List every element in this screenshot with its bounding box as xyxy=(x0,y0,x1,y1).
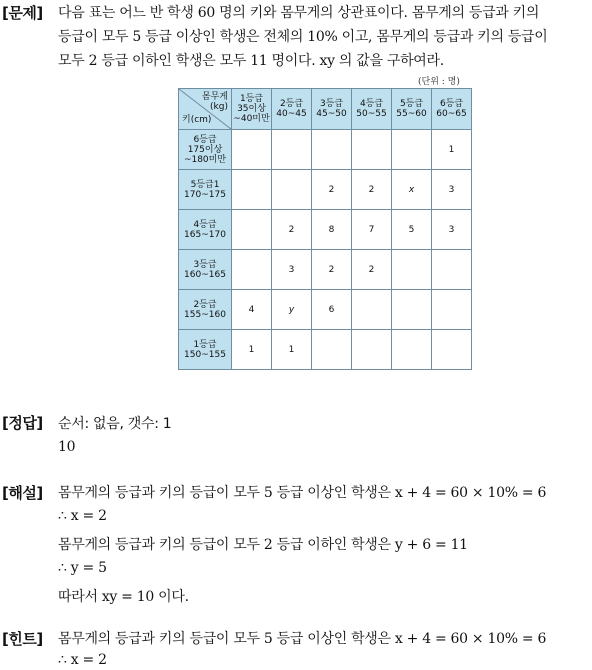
corner-height-label: 키(cm) xyxy=(182,115,212,125)
row-header: 5등급1 170~175 xyxy=(179,170,232,210)
table-cell: x xyxy=(392,170,432,210)
answer-line-1: 순서: 없음, 갯수: 1 xyxy=(58,416,172,432)
col-header: 4등급 50~55 xyxy=(352,89,392,130)
table-cell xyxy=(232,250,272,290)
col-header: 6등급 60~65 xyxy=(432,89,472,130)
unit-label: (단위 : 명) xyxy=(418,77,460,87)
row-header: 4등급 165~170 xyxy=(179,210,232,250)
table-row xyxy=(179,210,472,250)
answer-label: [정답] xyxy=(2,414,43,432)
row-header: 6등급 175이상 ~180미만 xyxy=(179,130,232,170)
table-cell: 2 xyxy=(312,250,352,290)
table-cell xyxy=(392,250,432,290)
table-cell: 2 xyxy=(352,170,392,210)
table-cell xyxy=(352,290,392,330)
table-row xyxy=(179,330,472,370)
table-cell: 4 xyxy=(232,290,272,330)
hint-line-2: ∴ x = 2 xyxy=(58,652,107,668)
col-header: 2등급 40~45 xyxy=(272,89,312,130)
solution-line-3: 몸무게의 등급과 키의 등급이 모두 2 등급 이하인 학생은 y + 6 = 11 xyxy=(58,537,468,553)
row-header: 2등급 155~160 xyxy=(179,290,232,330)
hint-line-1: 몸무게의 등급과 키의 등급이 모두 5 등급 이상인 학생은 x + 4 = 60 × 10% = 6 xyxy=(58,631,547,647)
corner-weight-label: 몸무게 (kg) xyxy=(201,92,228,112)
table-cell xyxy=(232,170,272,210)
problem-line-1: 다음 표는 어느 반 학생 60 명의 키와 몸무게의 상관표이다. 몸무게의 등급과 키의 xyxy=(58,5,540,21)
row-header: 3등급 160~165 xyxy=(179,250,232,290)
answer-line-2: 10 xyxy=(58,439,76,455)
col-header: 5등급 55~60 xyxy=(392,89,432,130)
col-header: 3등급 45~50 xyxy=(312,89,352,130)
table-cell xyxy=(352,330,392,370)
solution-line-1: 몸무게의 등급과 키의 등급이 모두 5 등급 이상인 학생은 x + 4 = 60 × 10% = 6 xyxy=(58,485,547,501)
table-cell: y xyxy=(272,290,312,330)
table-cell: 1 xyxy=(232,330,272,370)
solution-label: [해설] xyxy=(2,484,43,502)
solution-line-4: ∴ y = 5 xyxy=(58,560,107,576)
table-cell: 5 xyxy=(392,210,432,250)
table-cell: 2 xyxy=(272,210,312,250)
col-header: 1등급 35이상 ~40미만 xyxy=(232,89,272,130)
solution-line-5: 따라서 xy = 10 이다. xyxy=(58,589,189,605)
table-cell xyxy=(272,170,312,210)
table-cell xyxy=(392,130,432,170)
table-cell xyxy=(312,330,352,370)
table-cell: 3 xyxy=(432,210,472,250)
table-cell: 2 xyxy=(352,250,392,290)
table-cell: 3 xyxy=(432,170,472,210)
table-row xyxy=(179,130,472,170)
hint-label: [힌트] xyxy=(2,630,43,648)
solution-line-2: ∴ x = 2 xyxy=(58,508,107,524)
row-header: 1등급 150~155 xyxy=(179,330,232,370)
table-cell xyxy=(432,250,472,290)
table-cell: 2 xyxy=(312,170,352,210)
table-cell: 7 xyxy=(352,210,392,250)
table-row xyxy=(179,290,472,330)
table-cell xyxy=(232,130,272,170)
table-cell xyxy=(272,130,312,170)
table-cell xyxy=(432,290,472,330)
table-cell xyxy=(392,290,432,330)
table-row xyxy=(179,250,472,290)
table-row xyxy=(179,170,472,210)
problem-line-3: 모두 2 등급 이하인 학생은 모두 11 명이다. xy 의 값을 구하여라. xyxy=(58,53,444,69)
table-corner xyxy=(179,89,232,130)
table-cell xyxy=(232,210,272,250)
table-cell: 1 xyxy=(272,330,312,370)
table-cell: 6 xyxy=(312,290,352,330)
table-cell: 3 xyxy=(272,250,312,290)
table-cell xyxy=(392,330,432,370)
correlation-table xyxy=(178,88,472,370)
problem-label: [문제] xyxy=(2,4,43,22)
table-cell xyxy=(312,130,352,170)
problem-line-2: 등급이 모두 5 등급 이상인 학생은 전체의 10% 이고, 몸무게의 등급과 키의 등급이 xyxy=(58,29,548,45)
table-cell: 8 xyxy=(312,210,352,250)
table-cell xyxy=(352,130,392,170)
table-cell xyxy=(432,330,472,370)
table-cell: 1 xyxy=(432,130,472,170)
